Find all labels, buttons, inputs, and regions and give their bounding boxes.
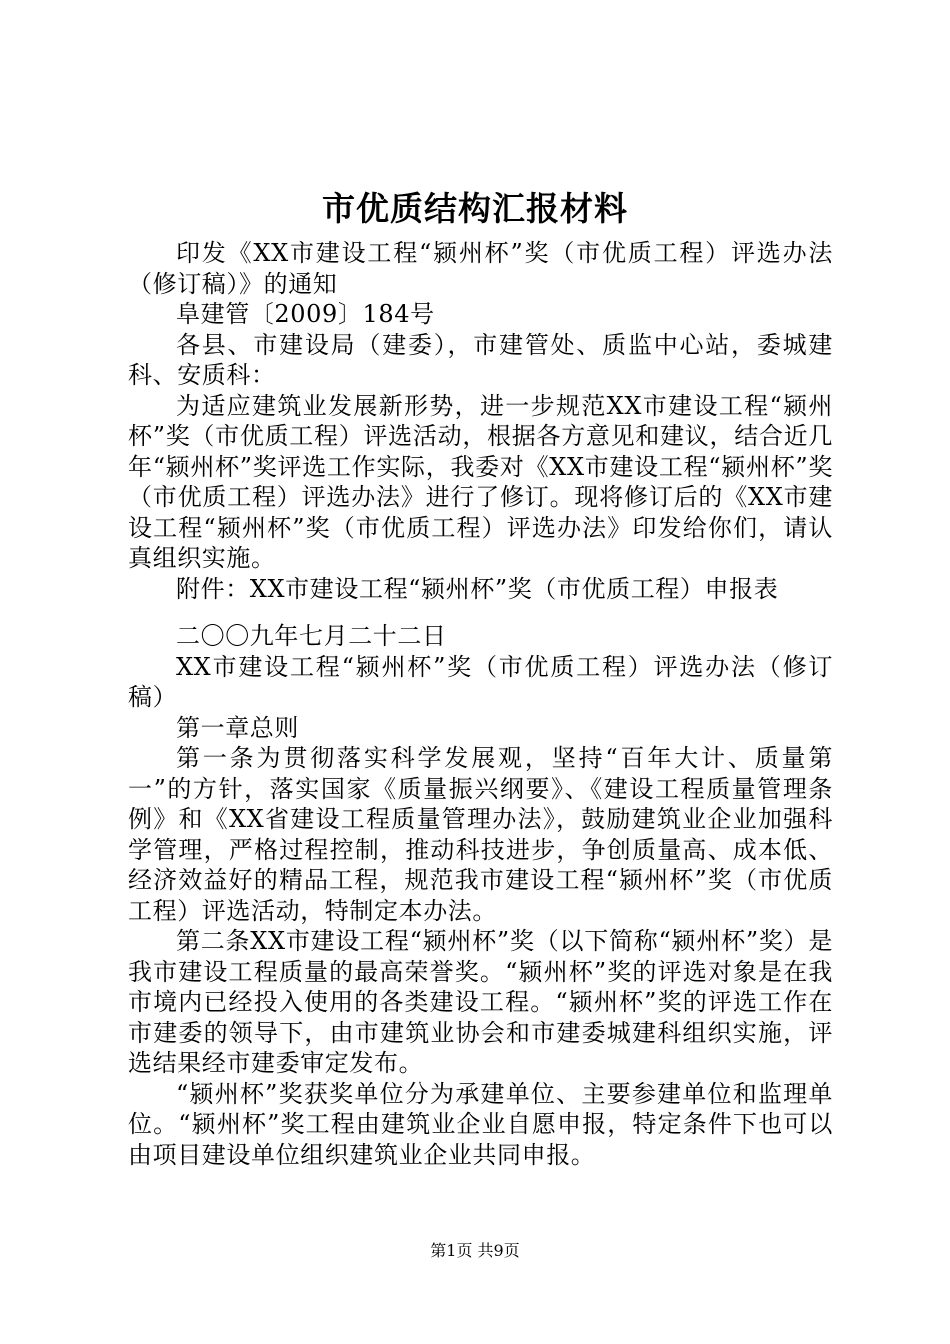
document-title: 市优质结构汇报材料	[322, 189, 628, 228]
article-2-paragraph: 第二条XX市建设工程“颍州杯”奖（以下简称“颍州杯”奖）是我市建设工程质量的最高荣誉奖。“颍州杯”奖的评选对象是在我市境内已经投入使用的各类建设工程。“颍州杯”奖的评选工作在市建委的领导下，由市建筑业协会和市建委城建科组织实施，评选结果经市建委审定发布。	[128, 927, 833, 1077]
document-body	[128, 238, 833, 1170]
attachment-paragraph: 附件：XX市建设工程“颍州杯”奖（市优质工程）申报表	[176, 574, 779, 603]
notice-heading-paragraph: 印发《XX市建设工程“颍州杯”奖（市优质工程）评选办法（修订稿）》的通知	[128, 239, 833, 298]
regulation-title-paragraph: XX市建设工程“颍州杯”奖（市优质工程）评选办法（修订稿）	[128, 652, 833, 711]
date-paragraph: 二〇〇九年七月二十二日	[176, 622, 447, 650]
document-number-paragraph: 阜建管〔2009〕184号	[176, 300, 435, 328]
award-units-paragraph: “颍州杯”奖获奖单位分为承建单位、主要参建单位和监理单位。“颍州杯”奖工程由建筑业企业自愿申报，特定条件下也可以由项目建设单位组织建筑业企业共同申报。	[128, 1079, 833, 1169]
chapter-heading: 第一章总则	[176, 713, 299, 742]
page-footer: 第1页 共9页	[430, 1241, 520, 1260]
notice-content-paragraph: 为适应建筑业发展新形势，进一步规范XX市建设工程“颍州杯”奖（市优质工程）评选活动，根据各方意见和建议，结合近几年“颍州杯”奖评选工作实际，我委对《XX市建设工程“颍州杯”奖（市优质工程）评选办法》进行了修订。现将修订后的《XX市建设工程“颍州杯”奖（市优质工程）评选办法》印发给你们，请认真组织实施。	[128, 391, 833, 572]
addressee-paragraph: 各县、市建设局（建委），市建管处、质监中心站，委城建科、安质科：	[128, 330, 833, 389]
article-1-paragraph: 第一条为贯彻落实科学发展观，坚持“百年大计、质量第一”的方针，落实国家《质量振兴纲要》、《建设工程质量管理条例》和《XX省建设工程质量管理办法》，鼓励建筑业企业加强科学管理，严格过程控制，推动科技进步，争创质量高、成本低、经济效益好的精品工程，规范我市建设工程“颍州杯”奖（市优质工程）评选活动，特制定本办法。	[128, 744, 833, 925]
